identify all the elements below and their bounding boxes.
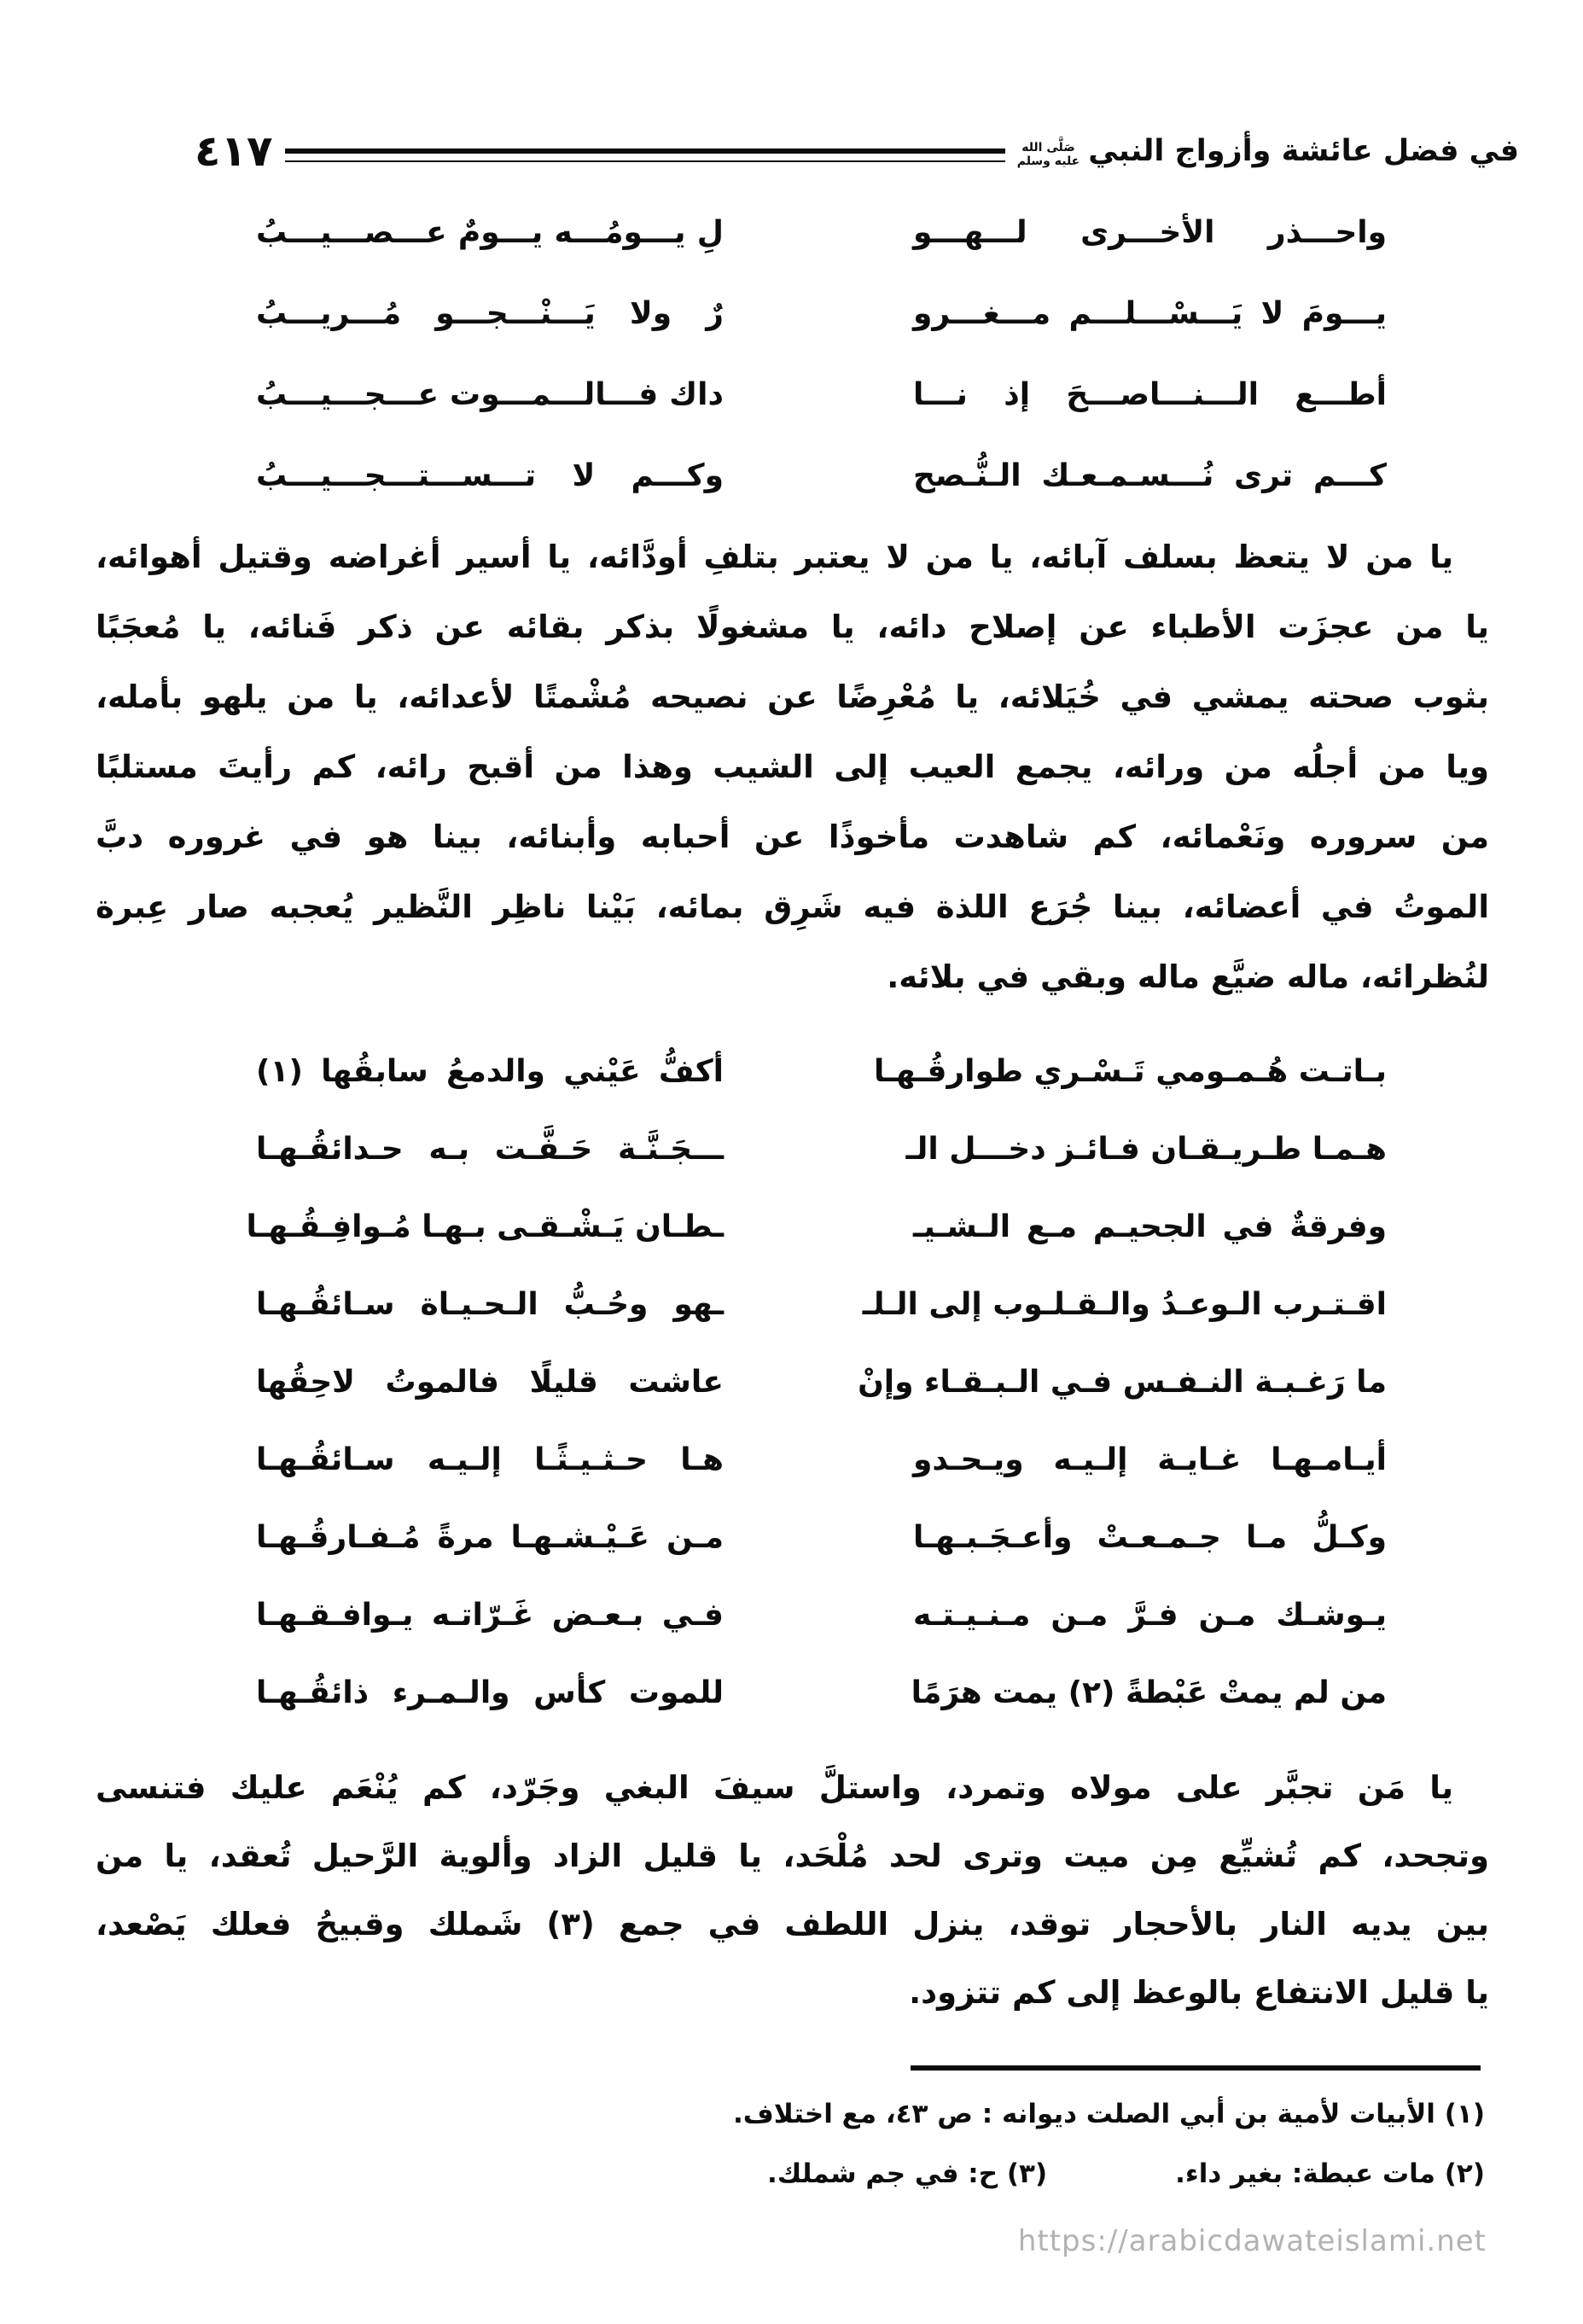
hemistich-left: لِ يـــومُـــه يـــومٌ عـــصـــيـــبُ xyxy=(256,215,724,250)
hemistich-left: أكفُّ عَيْني والدمعُ سابقُها (١) xyxy=(256,1054,724,1089)
hemistich-right: يـــومَ لا يَـــسْـــلـــم مـــغـــرو xyxy=(913,296,1387,331)
verse-row xyxy=(256,1266,1387,1343)
hemistich-left: مـن عَـيْـشـهـا مرةً مُـفـارقُـهـا xyxy=(256,1520,724,1555)
prose-line: لنُظرائه، ماله ضيَّع ماله وبقي في بلائه. xyxy=(887,958,1489,995)
sallallahu-alayhi-wasallam-mark xyxy=(1017,141,1080,168)
poem-block-2 xyxy=(246,1033,1387,1732)
verse-row xyxy=(256,1654,1387,1732)
header-rule-thin xyxy=(285,160,1005,162)
prose-line: يا من لا يتعظ بسلف آبائه، يا من لا يعتبر بتلفِ أودَّائه، يا أسير أغراضه وقتيل أهوائه، xyxy=(96,539,1453,575)
hemistich-right: كـــم ترى نُـــسـمـعـك الـنُّـصح xyxy=(913,458,1387,493)
chapter-title-group xyxy=(1017,134,1519,168)
hemistich-right: هـمـا طـريـقـان فـائـز دخـــل الـ xyxy=(905,1132,1387,1167)
prose-line: بين يديه النار بالأحجار توقد، ينزل اللطف في جمع (٣) شَملك وقبيحُ فعلك يَصْعد، xyxy=(96,1906,1489,1942)
footnote-separator-rule xyxy=(911,2065,1481,2071)
verse-row xyxy=(256,1499,1387,1576)
honorific-top-line: صَلَّى الله xyxy=(1021,140,1075,154)
hemistich-left: فـي بـعـض غَـرّاتـه يـوافـقـهـا xyxy=(256,1598,724,1633)
page-number: ٤١٧ xyxy=(195,126,273,176)
hemistich-left: هـا حـثـيـثًـا إلـيـه سـائقُـهـا xyxy=(256,1442,724,1477)
prose-line: يا قليل الانتفاع بالوعظ إلى كم تتزود. xyxy=(909,1974,1489,2011)
verse-row xyxy=(256,1110,1387,1188)
verse-row xyxy=(246,1188,1387,1266)
footnote-1: (١) الأبيات لأمية بن أبي الصلت ديوانه : ص ٤٣، مع اختلاف. xyxy=(732,2099,1485,2129)
hemistich-right: أيـامـهـا غـايـة إلـيـه ويـحـدو xyxy=(913,1442,1387,1477)
verse-row xyxy=(256,1343,1387,1421)
header-rule-thick xyxy=(285,149,1005,154)
hemistich-right: أطـــع الـــنـــاصـــحَ إذ نـــا xyxy=(913,377,1387,412)
footnote-3: (٣) ح: في جم شملك. xyxy=(767,2158,1048,2189)
footnote-row xyxy=(96,2152,1485,2195)
hemistich-right: يـوشـك مـن فـرَّ مـن مـنـيـتـه xyxy=(913,1598,1387,1633)
site-watermark: https://arabicdawateislami.net xyxy=(1017,2224,1487,2258)
honorific-bottom-line: عليه وسلم xyxy=(1016,154,1080,168)
verse-row xyxy=(256,273,1387,354)
hemistich-right: واحـــذر الأخـــرى لـــهـــو xyxy=(913,215,1387,250)
verse-row xyxy=(256,192,1387,273)
hemistich-right: بـاتـت هُـمـومي تَـسْـري طوارقُـهـا xyxy=(873,1054,1387,1089)
page-header xyxy=(195,118,1519,184)
prose-line: الموتُ في أعضائه، بينا جُرَع اللذة فيه شَرِق بمائه، بَيْنا ناظِر النَّظير يُعجبه صار عِبرة xyxy=(96,888,1489,925)
hemistich-left: داك فـــالـــمـــوت عـــجـــيـــبُ xyxy=(256,377,724,412)
prose-paragraph-1 xyxy=(96,522,1489,1012)
hemistich-left: ـــجَـنَّـة حَـفَّـت بـه حـدائقُـهـا xyxy=(256,1132,724,1167)
hemistich-left: عاشت قليلًا فالموتُ لاحِقُها xyxy=(256,1365,724,1400)
hemistich-left: وكـــم لا تـــســـتـــجـــيـــبُ xyxy=(256,458,724,493)
prose-line: من سروره ونَعْمائه، كم شاهدت مأخوذًا عن أحبابه وأبنائه، بينا هو في غروره دبَّ xyxy=(96,818,1489,855)
hemistich-right: وفرقةٌ في الجحيـم مـع الـشـيـ xyxy=(913,1209,1387,1244)
prose-line: وتجحد، كم تُشيِّع مِن ميت وترى لحد مُلْحَد، يا قليل الزاد وألوية الرَّحيل تُعقد، يا من xyxy=(96,1838,1489,1874)
chapter-title: في فضل عائشة وأزواج النبي xyxy=(1088,134,1519,168)
verse-row xyxy=(256,354,1387,435)
poem-block-1 xyxy=(256,192,1387,516)
hemistich-left: ـهو وحُـبُّ الـحـيـاة سـائقُـهـا xyxy=(256,1287,724,1322)
prose-line: يا من عجزَت الأطباء عن إصلاح دائه، يا مشغولًا بذكر بقائه عن ذكر فَنائه، يا مُعجَبًا xyxy=(96,609,1489,645)
hemistich-left: رٌ ولا يَـــنْـــجـــو مُـــريـــبُ xyxy=(256,296,724,331)
verse-row xyxy=(256,1576,1387,1654)
hemistich-right: اقـتـرب الـوعـدُ والـقـلـوب إلى الـلـ xyxy=(862,1287,1387,1322)
verse-row xyxy=(256,1421,1387,1499)
header-divider-rules xyxy=(285,149,1005,162)
hemistich-right: ما رَغـبـة النـفـس فـي الـبـقـاء وإنْ xyxy=(858,1365,1387,1400)
hemistich-left: للموت كأس والـمـرء ذائقُـهـا xyxy=(256,1675,724,1710)
verse-row xyxy=(256,1033,1387,1110)
prose-line: ويا من أجلُه من ورائه، يجمع العيب إلى الشيب وهذا من أقبح رائه، كم رأيتَ مستلبًا xyxy=(96,748,1489,785)
verse-row xyxy=(256,435,1387,516)
hemistich-right: وكـلُّ مـا جـمـعـتْ وأعـجَـبـهـا xyxy=(913,1520,1387,1555)
prose-line: يا مَن تجبَّر على مولاه وتمرد، واستلَّ سيفَ البغي وجَرّد، كم يُنْعَم عليك فتنسى xyxy=(96,1769,1453,1806)
prose-paragraph-2 xyxy=(96,1754,1489,2027)
footnote-2: (٢) مات عبطة: بغير داء. xyxy=(1175,2158,1485,2189)
hemistich-right: من لم يمتْ عَبْطةً (٢) يمت هرَمًا xyxy=(911,1675,1387,1710)
prose-line: بثوب صحته يمشي في خُيَلائه، يا مُعْرِضًا عن نصيحه مُشْمتًا لأعدائه، يا من يلهو بأمله، xyxy=(96,679,1489,715)
hemistich-left: ـطـان يَـشْـقـى بـهـا مُـوافِـقُـهـا xyxy=(246,1209,724,1244)
